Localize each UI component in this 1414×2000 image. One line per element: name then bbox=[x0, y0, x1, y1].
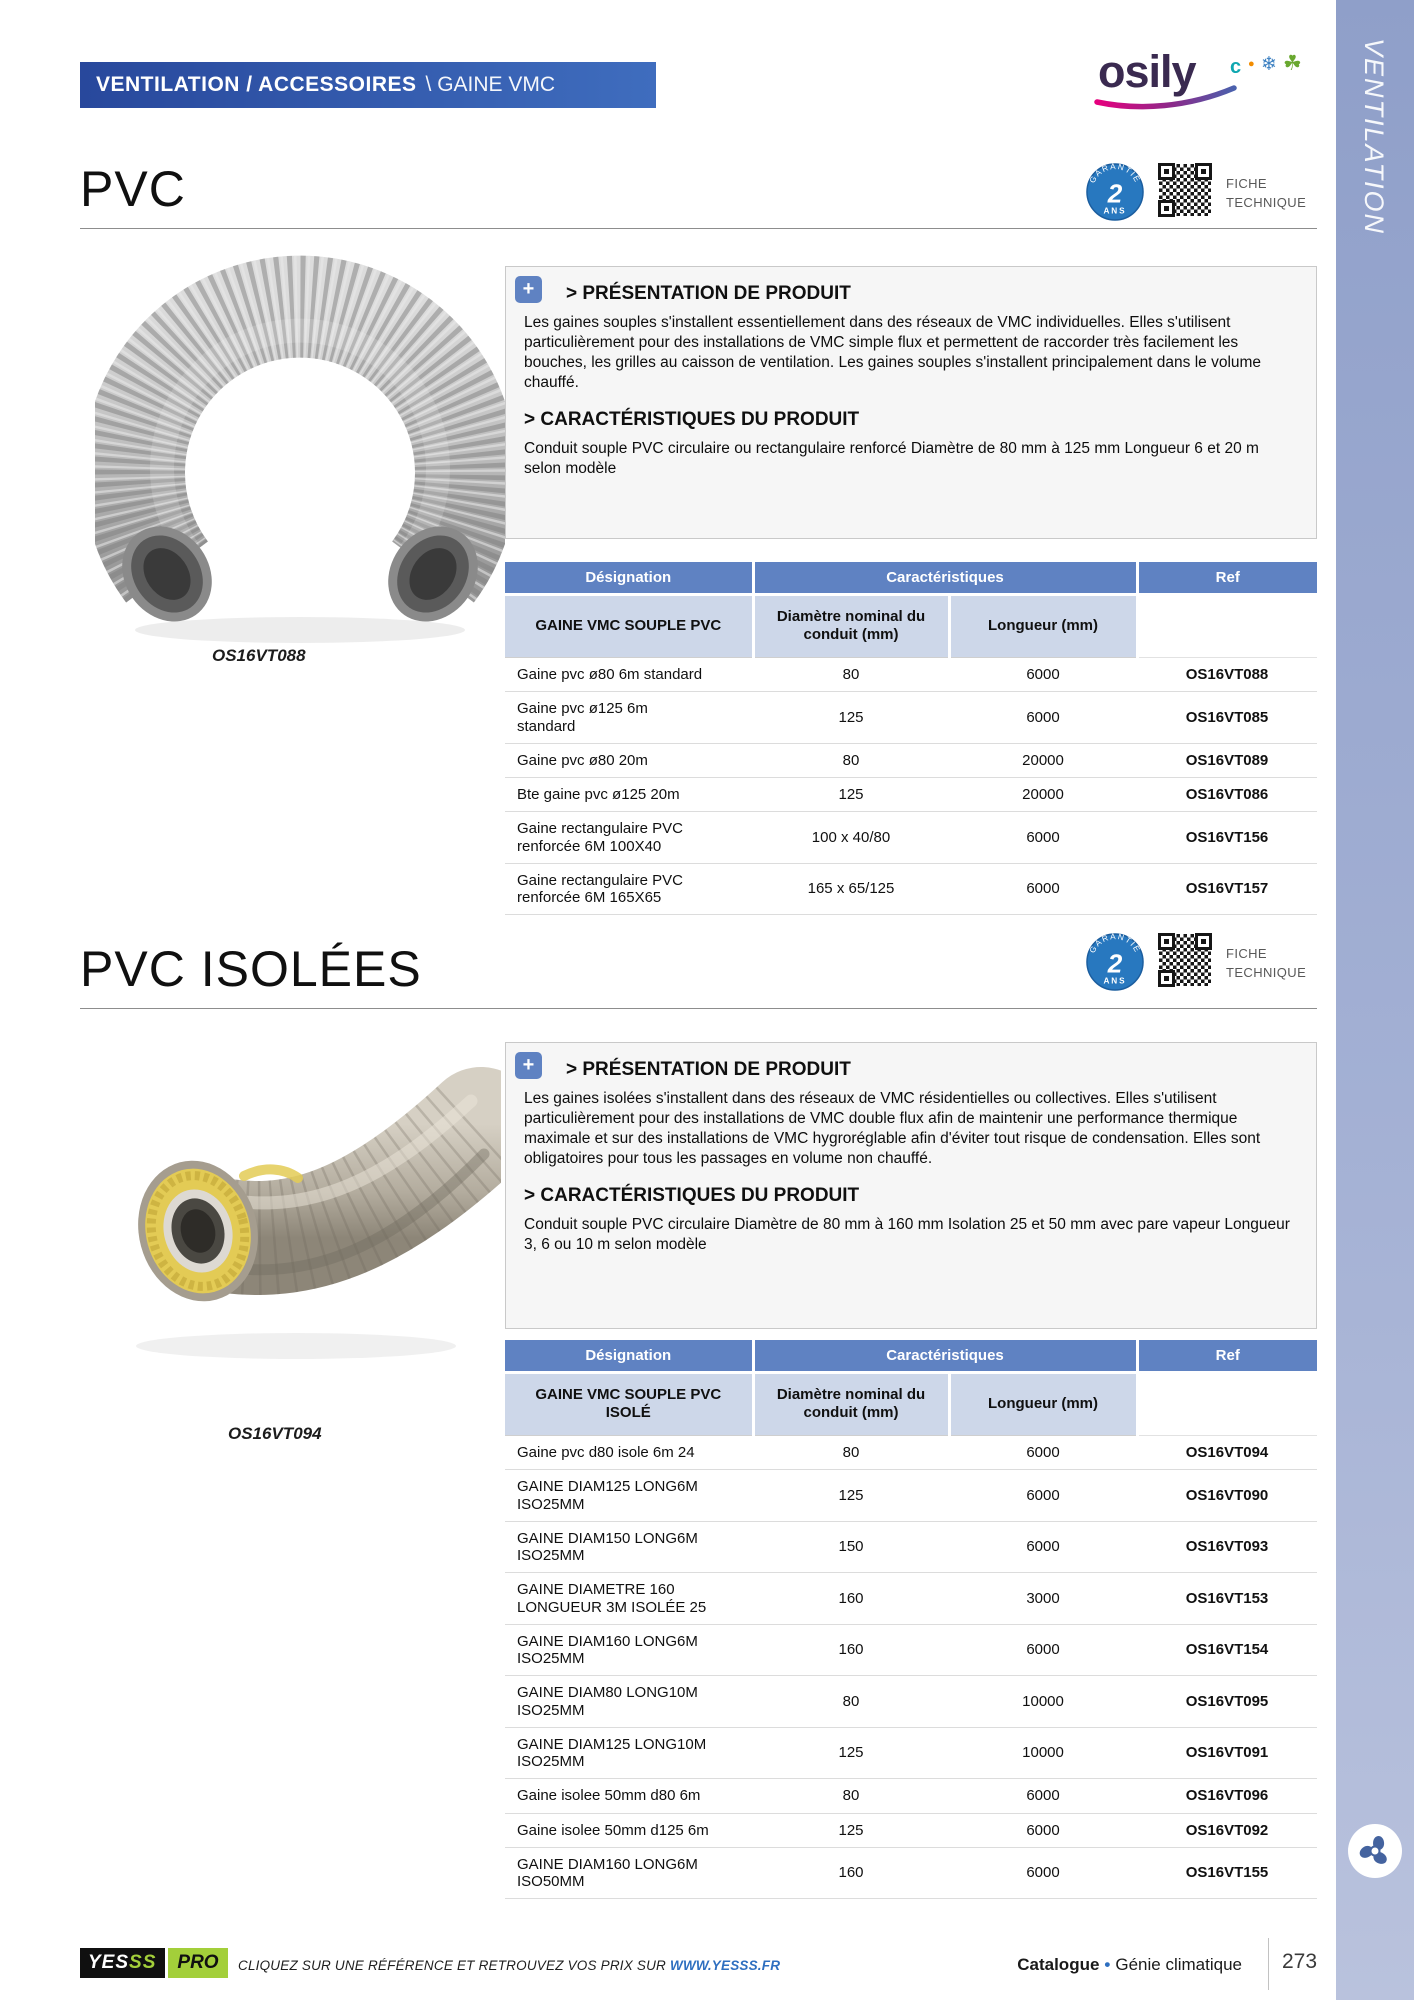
cell-designation: Gaine pvc d80 isole 6m 24 bbox=[505, 1436, 753, 1470]
table-subheader-row bbox=[505, 1372, 1317, 1436]
cell-longueur: 6000 bbox=[949, 692, 1137, 744]
table-row bbox=[505, 1676, 1317, 1728]
cell-diametre: 80 bbox=[753, 1779, 949, 1813]
pvc-isolees-table-body bbox=[505, 1436, 1317, 1899]
cell-ref[interactable]: OS16VT088 bbox=[1137, 658, 1317, 692]
section-divider bbox=[80, 1008, 1317, 1009]
cell-longueur: 3000 bbox=[949, 1573, 1137, 1625]
subheader-longueur: Longueur (mm) bbox=[949, 1372, 1137, 1436]
cell-diametre: 160 bbox=[753, 1847, 949, 1899]
fiche-line2: TECHNIQUE bbox=[1226, 964, 1307, 980]
pvc-spec-table bbox=[505, 562, 1317, 915]
osily-logo bbox=[1098, 44, 1330, 114]
col-header-caracteristiques: Caractéristiques bbox=[753, 562, 1137, 594]
characteristics-heading: > CARACTÉRISTIQUES DU PRODUIT bbox=[524, 408, 860, 430]
cell-ref[interactable]: OS16VT093 bbox=[1137, 1521, 1317, 1573]
cell-ref[interactable]: OS16VT095 bbox=[1137, 1676, 1317, 1728]
qr-code[interactable] bbox=[1156, 161, 1214, 219]
cell-longueur: 6000 bbox=[949, 1813, 1137, 1847]
leaf-icon: ☘ bbox=[1283, 52, 1302, 75]
image-caption-ref: OS16VT094 bbox=[228, 1424, 322, 1443]
subheader-product-family: GAINE VMC SOUPLE PVC bbox=[505, 594, 753, 658]
col-header-designation: Désignation bbox=[505, 562, 753, 594]
cell-ref[interactable]: OS16VT157 bbox=[1137, 863, 1317, 915]
characteristics-heading: > CARACTÉRISTIQUES DU PRODUIT bbox=[524, 1184, 860, 1206]
badge-arc-label: GARANTIE bbox=[1087, 933, 1143, 955]
catalogue-label: Catalogue bbox=[1017, 1955, 1100, 1974]
cell-longueur: 10000 bbox=[949, 1727, 1137, 1779]
table-row bbox=[505, 1779, 1317, 1813]
cell-designation: GAINE DIAM125 LONG10M ISO25MM bbox=[505, 1727, 753, 1779]
product-info-box bbox=[505, 1042, 1317, 1329]
table-row bbox=[505, 863, 1317, 915]
table-row bbox=[505, 1847, 1317, 1899]
breadcrumb-bar bbox=[80, 62, 656, 108]
image-caption-ref: OS16VT088 bbox=[212, 646, 306, 665]
footer-url-link[interactable]: WWW.YESSS.FR bbox=[670, 1958, 781, 1973]
fiche-line2: TECHNIQUE bbox=[1226, 194, 1307, 210]
table-header-row bbox=[505, 1340, 1317, 1372]
cell-ref[interactable]: OS16VT153 bbox=[1137, 1573, 1317, 1625]
qr-code[interactable] bbox=[1156, 931, 1214, 989]
yesss-logo-box bbox=[80, 1948, 165, 1978]
fiche-line1: FICHE bbox=[1226, 176, 1267, 191]
footer-catalogue-label bbox=[1017, 1955, 1242, 1975]
cell-diametre: 160 bbox=[753, 1624, 949, 1676]
qr-finder-icon bbox=[1195, 163, 1212, 180]
cell-diametre: 150 bbox=[753, 1521, 949, 1573]
table-row bbox=[505, 743, 1317, 777]
badge-years-number: 2 bbox=[1107, 178, 1123, 209]
cell-diametre: 125 bbox=[753, 778, 949, 812]
cell-ref[interactable]: OS16VT094 bbox=[1137, 1436, 1317, 1470]
characteristics-text: Conduit souple PVC circulaire Diamètre de 80 mm à 160 mm Isolation 25 et 50 mm avec pare vapeur Longueur 3, 6 ou 10 m selon modèle bbox=[524, 1215, 1290, 1253]
page-number-divider bbox=[1268, 1938, 1269, 1990]
subheader-longueur: Longueur (mm) bbox=[949, 594, 1137, 658]
presentation-text: Les gaines isolées s'installent dans des réseaux de VMC résidentielles ou collectives. Elles s'utilisent particulièrement pour des installations de VMC double flux afin de maintenir une performance thermique maximale et sur des installations de VMC hygroréglable afin d'éviter tout risque de condensation. Elles sont obligatoires pour tous les passages en volume non chauffé. bbox=[524, 1090, 1261, 1168]
cell-diametre: 80 bbox=[753, 1676, 949, 1728]
subheader-diametre: Diamètre nominal du conduit (mm) bbox=[753, 594, 949, 658]
cell-longueur: 6000 bbox=[949, 1779, 1137, 1813]
badge-years-unit: ANS bbox=[1103, 206, 1127, 216]
cell-ref[interactable]: OS16VT086 bbox=[1137, 778, 1317, 812]
cell-designation: GAINE DIAM150 LONG6M ISO25MM bbox=[505, 1521, 753, 1573]
cell-diametre: 125 bbox=[753, 1727, 949, 1779]
cell-diametre: 160 bbox=[753, 1573, 949, 1625]
presentation-text: Les gaines souples s'installent essentiellement dans des réseaux de VMC individuelles. Elles s'utilisent particulièrement pour des installations de VMC simple flux et permettent de raccorder très facilement les bouches, les grilles au caisson de ventilation. Les gaines souples s'installent principalement dans le volume chauffé. bbox=[524, 314, 1262, 392]
cell-ref[interactable]: OS16VT092 bbox=[1137, 1813, 1317, 1847]
table-row bbox=[505, 1573, 1317, 1625]
cell-ref[interactable]: OS16VT090 bbox=[1137, 1470, 1317, 1522]
fiche-line1: FICHE bbox=[1226, 946, 1267, 961]
cell-designation: GAINE DIAMETRE 160 LONGUEUR 3M ISOLÉE 25 bbox=[505, 1573, 753, 1625]
cell-diametre: 125 bbox=[753, 1813, 949, 1847]
col-header-ref: Ref bbox=[1137, 1340, 1317, 1372]
cell-ref[interactable]: OS16VT091 bbox=[1137, 1727, 1317, 1779]
cell-longueur: 20000 bbox=[949, 778, 1137, 812]
cell-longueur: 6000 bbox=[949, 1624, 1137, 1676]
table-row bbox=[505, 1436, 1317, 1470]
plus-icon[interactable]: + bbox=[515, 276, 542, 303]
badge-arc-label: GARANTIE bbox=[1087, 163, 1143, 185]
bullet-icon: • bbox=[1104, 1955, 1111, 1974]
cell-longueur: 6000 bbox=[949, 863, 1137, 915]
cell-longueur: 6000 bbox=[949, 812, 1137, 864]
cell-longueur: 6000 bbox=[949, 1470, 1137, 1522]
cell-diametre: 80 bbox=[753, 1436, 949, 1470]
qr-finder-icon bbox=[1158, 200, 1175, 217]
cell-designation: GAINE DIAM160 LONG6M ISO50MM bbox=[505, 1847, 753, 1899]
cell-designation: Gaine isolee 50mm d125 6m bbox=[505, 1813, 753, 1847]
guarantee-2-years-badge bbox=[1086, 163, 1144, 221]
product-info-box bbox=[505, 266, 1317, 539]
cell-diametre: 165 x 65/125 bbox=[753, 863, 949, 915]
cell-designation: Gaine isolee 50mm d80 6m bbox=[505, 1779, 753, 1813]
cell-ref[interactable]: OS16VT089 bbox=[1137, 743, 1317, 777]
table-row bbox=[505, 1521, 1317, 1573]
cell-longueur: 10000 bbox=[949, 1676, 1137, 1728]
side-band bbox=[1336, 0, 1414, 2000]
category-label: Génie climatique bbox=[1115, 1955, 1242, 1974]
yesss-logo-part2: SS bbox=[129, 1952, 157, 1973]
cell-designation: GAINE DIAM80 LONG10M ISO25MM bbox=[505, 1676, 753, 1728]
product-image-insulated-duct bbox=[86, 1046, 501, 1381]
climate-c-icon: c bbox=[1230, 56, 1242, 78]
product-image-pvc-duct bbox=[95, 252, 505, 657]
table-row bbox=[505, 692, 1317, 744]
col-header-designation: Désignation bbox=[505, 1340, 753, 1372]
yesss-pro-logo bbox=[80, 1948, 228, 1978]
breadcrumb-category: VENTILATION / ACCESSOIRES bbox=[96, 73, 417, 96]
presentation-heading: > PRÉSENTATION DE PRODUIT bbox=[566, 1059, 851, 1080]
cell-diametre: 80 bbox=[753, 743, 949, 777]
table-row bbox=[505, 1813, 1317, 1847]
pvc-table-body bbox=[505, 658, 1317, 915]
subheader-ref-empty bbox=[1137, 1372, 1317, 1436]
cell-diametre: 80 bbox=[753, 658, 949, 692]
section-divider bbox=[80, 228, 1317, 229]
cell-designation: Gaine pvc ø80 20m bbox=[505, 743, 753, 777]
footer-cta bbox=[238, 1958, 780, 1973]
cell-ref[interactable]: OS16VT154 bbox=[1137, 1624, 1317, 1676]
cell-designation: Bte gaine pvc ø125 20m bbox=[505, 778, 753, 812]
subheader-product-family: GAINE VMC SOUPLE PVC ISOLÉ bbox=[505, 1372, 753, 1436]
table-subheader-row bbox=[505, 594, 1317, 658]
fan-icon bbox=[1346, 1822, 1404, 1880]
osily-wordmark: osily bbox=[1098, 46, 1196, 97]
qr-finder-icon bbox=[1158, 970, 1175, 987]
col-header-caracteristiques: Caractéristiques bbox=[753, 1340, 1137, 1372]
pvc-isolees-spec-table bbox=[505, 1340, 1317, 1899]
cell-ref[interactable]: OS16VT156 bbox=[1137, 812, 1317, 864]
qr-finder-icon bbox=[1158, 163, 1175, 180]
cell-ref[interactable]: OS16VT085 bbox=[1137, 692, 1317, 744]
cell-designation: GAINE DIAM160 LONG6M ISO25MM bbox=[505, 1624, 753, 1676]
breadcrumb-sub: \ GAINE VMC bbox=[425, 73, 556, 96]
table-header-row bbox=[505, 562, 1317, 594]
cell-longueur: 20000 bbox=[949, 743, 1137, 777]
cell-ref[interactable]: OS16VT155 bbox=[1137, 1847, 1317, 1899]
page-number: 273 bbox=[1282, 1950, 1318, 1973]
qr-finder-icon bbox=[1158, 933, 1175, 950]
subheader-diametre: Diamètre nominal du conduit (mm) bbox=[753, 1372, 949, 1436]
pro-logo-box: PRO bbox=[168, 1948, 227, 1978]
footer-cta-text: CLIQUEZ SUR UNE RÉFÉRENCE ET RETROUVEZ VOS PRIX SUR bbox=[238, 1958, 667, 1973]
cell-designation: Gaine rectangulaire PVC renforcée 6M 100X40 bbox=[505, 812, 753, 864]
cell-longueur: 6000 bbox=[949, 1436, 1137, 1470]
cell-diametre: 125 bbox=[753, 1470, 949, 1522]
orange-dot-icon: ● bbox=[1248, 58, 1255, 70]
cell-longueur: 6000 bbox=[949, 658, 1137, 692]
side-tab-label: VENTILATION bbox=[1359, 38, 1389, 236]
guarantee-2-years-badge bbox=[1086, 933, 1144, 991]
cell-designation: Gaine pvc ø125 6m standard bbox=[505, 692, 753, 744]
badge-years-number: 2 bbox=[1107, 948, 1123, 979]
plus-icon[interactable]: + bbox=[515, 1052, 542, 1079]
yesss-logo-part1: YES bbox=[88, 1952, 130, 1973]
cell-diametre: 100 x 40/80 bbox=[753, 812, 949, 864]
characteristics-text: Conduit souple PVC circulaire ou rectangulaire renforcé Diamètre de 80 mm à 125 mm Longueur 6 et 20 m selon modèle bbox=[524, 439, 1259, 477]
table-row bbox=[505, 778, 1317, 812]
subheader-ref-empty bbox=[1137, 594, 1317, 658]
cell-designation: Gaine rectangulaire PVC renforcée 6M 165X65 bbox=[505, 863, 753, 915]
snowflake-icon: ❄ bbox=[1261, 54, 1277, 75]
table-row bbox=[505, 1470, 1317, 1522]
presentation-heading: > PRÉSENTATION DE PRODUIT bbox=[566, 283, 851, 304]
cell-diametre: 125 bbox=[753, 692, 949, 744]
table-row bbox=[505, 1624, 1317, 1676]
table-row bbox=[505, 1727, 1317, 1779]
table-row bbox=[505, 812, 1317, 864]
cell-ref[interactable]: OS16VT096 bbox=[1137, 1779, 1317, 1813]
fiche-technique-label bbox=[1226, 945, 1306, 983]
table-row bbox=[505, 658, 1317, 692]
cell-designation: Gaine pvc ø80 6m standard bbox=[505, 658, 753, 692]
cell-longueur: 6000 bbox=[949, 1847, 1137, 1899]
cell-longueur: 6000 bbox=[949, 1521, 1137, 1573]
section-title-pvc: PVC bbox=[80, 161, 186, 217]
qr-finder-icon bbox=[1195, 933, 1212, 950]
badge-years-unit: ANS bbox=[1103, 976, 1127, 986]
fiche-technique-label bbox=[1226, 175, 1306, 213]
logo-swoosh-icon bbox=[1094, 84, 1244, 112]
section-title-pvc-isolees: PVC ISOLÉES bbox=[80, 941, 422, 997]
cell-designation: GAINE DIAM125 LONG6M ISO25MM bbox=[505, 1470, 753, 1522]
col-header-ref: Ref bbox=[1137, 562, 1317, 594]
